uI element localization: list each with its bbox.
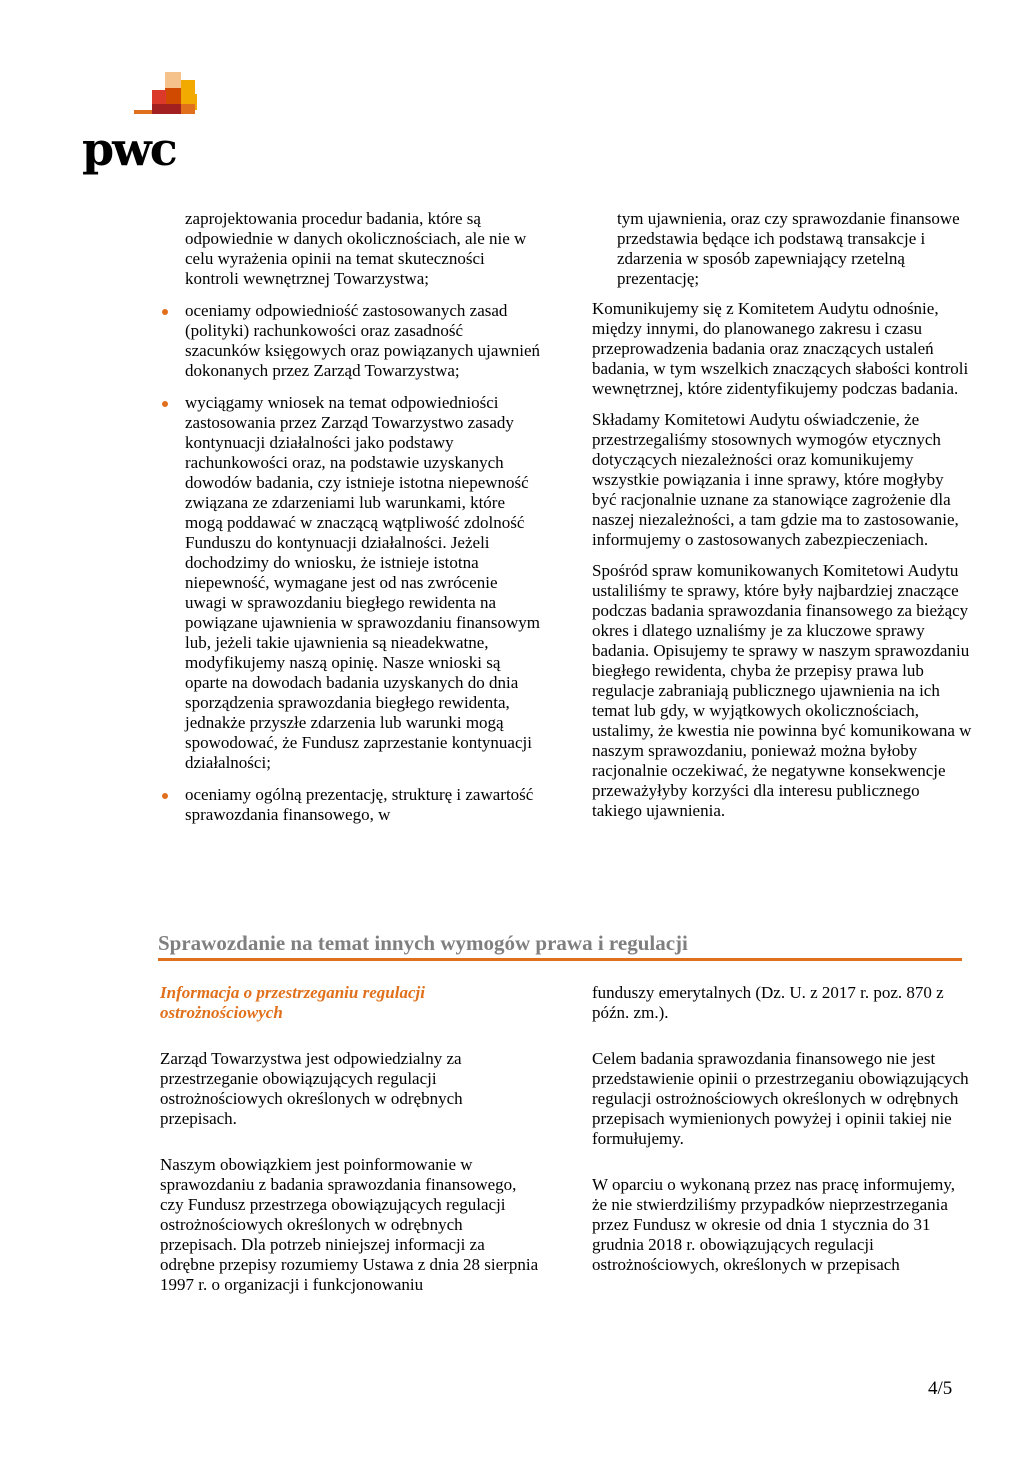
right-column-bottom [592, 983, 972, 1301]
paragraph: Składamy Komitetowi Audytu oświadczenie, że przestrzegaliśmy stosownych wymogów etycznych dotyczących niezależności oraz komunikujemy wszystkie powiązania i inne sprawy, które mogłyby być racjonalnie uznane za stanowiące zagrożenie dla naszej niezależności, a tam gdzie ma to zastosowanie, informujemy o zastosowanych zabezpieczeniach. [592, 410, 959, 549]
pwc-logo [82, 68, 212, 178]
page-number: 4/5 [928, 1378, 953, 1399]
continued-bullet-text: zaprojektowania procedur badania, które są odpowiednie w danych okolicznościach, ale nie w celu wyrażenia opinii na temat skuteczności kontroli wewnętrznej Towarzystwa; [185, 209, 527, 288]
bullet-text: oceniamy odpowiedniość zastosowanych zasad (polityki) rachunkowości oraz zasadność szacunków księgowych oraz powiązanych ujawnień dokonanych przez Zarząd Towarzystwa; [185, 301, 540, 380]
paragraph: funduszy emerytalnych (Dz. U. z 2017 r. poz. 870 z późn. zm.). [592, 983, 944, 1022]
bullet-item [160, 393, 540, 773]
paragraph: W oparciu o wykonaną przez nas pracę informujemy, że nie stwierdziliśmy przypadków nieprzestrzegania przez Fundusz w okresie od dnia 1 stycznia do 31 grudnia 2018 r. obowiązujących regulacji ostrożnościowych, określonych w przepisach [592, 1175, 955, 1274]
left-column-bottom [160, 983, 540, 1321]
bullet-text: oceniamy ogólną prezentację, strukturę i zawartość sprawozdania finansowego, w [185, 785, 534, 824]
continued-bullet-text: tym ujawnienia, oraz czy sprawozdanie finansowe przedstawia będące ich podstawą transakcje i zdarzenia w sposób zapewniający rzetelną prezentację; [617, 209, 960, 288]
subheading: Informacja o przestrzeganiu regulacji ostrożnościowych [160, 983, 425, 1022]
paragraph: Spośród spraw komunikowanych Komitetowi Audytu ustaliliśmy te sprawy, które były najbardziej znaczące podczas badania sprawozdania finansowego za bieżący okres i dlatego uznaliśmy je za kluczowe sprawy badania. Opisujemy te sprawy w naszym sprawozdaniu biegłego rewidenta, chyba że przepisy prawa lub regulacje zabraniają publicznego ujawnienia na ich temat lub gdy, w wyjątkowych okolicznościach, ustalimy, że kwestia nie powinna być komunikowana w naszym sprawozdaniu, ponieważ można byłoby racjonalnie oczekiwać, że negatywne konsekwencje przeważyłyby korzyści dla interesu publicznego takiego ujawnienia. [592, 561, 972, 820]
bullet-text: wyciągamy wniosek na temat odpowiedniości zastosowania przez Zarząd Towarzystwo zasady kontynuacji działalności jako podstawy rachunkowości oraz, na podstawie uzyskanych dowodów badania, czy istnieje istotna niepewność związana ze zdarzeniami lub warunkami, które mogą poddawać w znaczącą wątpliwość zdolność Funduszu do kontynuacji działalności. Jeżeli dochodzimy do wniosku, że istnieje istotna niepewność, wymagane jest od nas zwrócenie uwagi w sprawozdaniu biegłego rewidenta na powiązane ujawnienia w sprawozdaniu finansowym lub, jeżeli takie ujawnienia są nieadekwatne, modyfikujemy naszą opinię. Nasze wnioski są oparte na dowodach badania uzyskanych do dnia sporządzenia sprawozdania biegłego rewidenta, jednakże przyszłe zdarzenia lub warunki mogą spowodować, że Fundusz zaprzestanie kontynuacji działalności; [185, 393, 540, 772]
bullet-item [160, 301, 540, 381]
bullet-dot-icon [162, 793, 168, 799]
section-heading: Sprawozdanie na temat innych wymogów prawa i regulacji [158, 928, 962, 961]
logo-wordmark: pwc [82, 122, 176, 176]
left-column-top [160, 209, 540, 837]
paragraph: Komunikujemy się z Komitetem Audytu odnośnie, między innymi, do planowanego zakresu i czasu przeprowadzenia badania oraz znaczących ustaleń badania, w tym wszelkich znaczących słabości kontroli wewnętrznej, które zidentyfikujemy podczas badania. [592, 299, 969, 398]
paragraph: Celem badania sprawozdania finansowego nie jest przedstawienie opinii o przestrzeganiu obowiązujących regulacji ostrożnościowych określonych w odrębnych przepisach wymienionych powyżej i opinii takiej nie formułujemy. [592, 1049, 969, 1148]
bullet-dot-icon [162, 309, 168, 315]
bullet-item [160, 785, 540, 825]
right-column-top [592, 209, 972, 832]
paragraph: Naszym obowiązkiem jest poinformowanie w sprawozdaniu z badania sprawozdania finansowego, czy Fundusz przestrzega obowiązujących regulacji ostrożnościowych określonych w odrębnych przepisach. Dla potrzeb niniejszej informacji za odrębne przepisy rozumiemy Ustawa z dnia 28 sierpnia 1997 r. o organizacji i funkcjonowaniu [160, 1155, 539, 1294]
bullet-dot-icon [162, 401, 168, 407]
paragraph: Zarząd Towarzystwa jest odpowiedzialny za przestrzeganie obowiązujących regulacji ostrożnościowych określonych w odrębnych przepisach. [160, 1049, 463, 1128]
